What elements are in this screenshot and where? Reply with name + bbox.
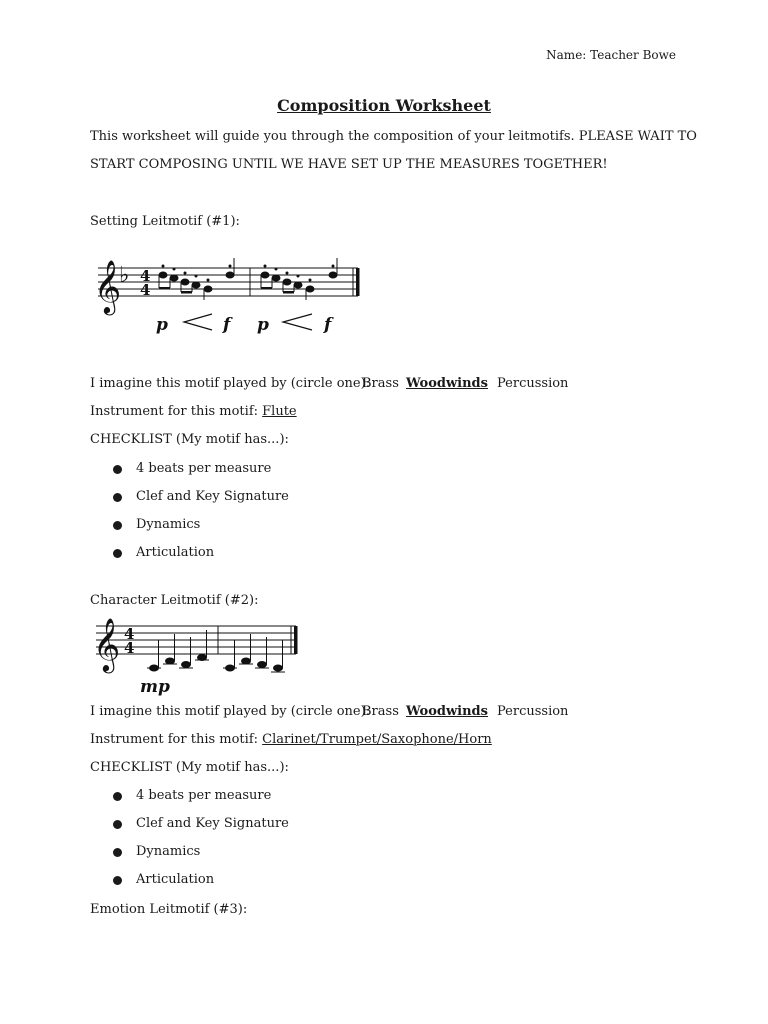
imagine-prompt-2: I imagine this motif played by (circle one): bbox=[90, 704, 371, 719]
bullet-icon bbox=[113, 820, 122, 829]
checklist-heading-2: CHECKLIST (My motif has...): bbox=[90, 760, 289, 775]
treble-clef-icon: 𝄞 bbox=[94, 259, 122, 313]
instrument-value-1: Flute bbox=[262, 404, 297, 419]
option-percussion-1[interactable]: Percussion bbox=[497, 376, 569, 391]
measure-1 bbox=[147, 630, 209, 671]
bullet-icon bbox=[113, 465, 122, 474]
instrument-value-2: Clarinet/Trumpet/Saxophone/Horn bbox=[262, 732, 492, 747]
bullet-icon bbox=[113, 792, 122, 801]
checklist-item-1-2: Clef and Key Signature bbox=[136, 489, 289, 504]
name-line: Name: Teacher Bowe bbox=[546, 48, 676, 62]
section-1-heading: Setting Leitmotif (#1): bbox=[90, 214, 240, 229]
option-brass-1[interactable]: Brass bbox=[362, 376, 399, 391]
page-title: Composition Worksheet bbox=[277, 96, 491, 115]
checklist-item-2-2: Clef and Key Signature bbox=[136, 816, 289, 831]
checklist-heading-1: CHECKLIST (My motif has...): bbox=[90, 432, 289, 447]
dynamic-p-1: p bbox=[156, 315, 168, 335]
checklist-item-2-4: Articulation bbox=[136, 872, 215, 887]
time-signature-top: 4 bbox=[140, 267, 151, 285]
time-signature-top: 4 bbox=[124, 625, 135, 643]
dynamic-f-1: f bbox=[223, 315, 231, 335]
dynamic-mp: mp bbox=[140, 677, 170, 697]
instrument-row-1 bbox=[90, 404, 297, 419]
instrument-label-1: Instrument for this motif: bbox=[90, 404, 259, 419]
checklist-item-2-3: Dynamics bbox=[136, 844, 201, 859]
bullet-icon bbox=[113, 549, 122, 558]
intro-line-2: START COMPOSING UNTIL WE HAVE SET UP THE MEASURES TOGETHER! bbox=[90, 157, 608, 172]
dynamic-p-2: p bbox=[257, 315, 269, 335]
measure-1 bbox=[159, 258, 234, 300]
checklist-item-1-4: Articulation bbox=[136, 545, 215, 560]
flat-sign-icon: ♭ bbox=[119, 263, 130, 288]
bullet-icon bbox=[113, 848, 122, 857]
checklist-item-1-1: 4 beats per measure bbox=[136, 461, 272, 476]
bullet-icon bbox=[113, 521, 122, 530]
dynamic-f-2: f bbox=[324, 315, 332, 335]
option-brass-2[interactable]: Brass bbox=[362, 704, 399, 719]
time-signature-bottom: 4 bbox=[124, 639, 135, 657]
instrument-label-2: Instrument for this motif: bbox=[90, 732, 259, 747]
measure-2 bbox=[261, 258, 337, 300]
checklist-item-2-1: 4 beats per measure bbox=[136, 788, 272, 803]
bullet-icon bbox=[113, 493, 122, 502]
intro-line-1: This worksheet will guide you through the composition of your leitmotifs. PLEASE WAIT TO bbox=[90, 129, 697, 144]
leitmotif-2-staff bbox=[90, 612, 310, 700]
time-signature-bottom: 4 bbox=[140, 281, 151, 299]
option-percussion-2[interactable]: Percussion bbox=[497, 704, 569, 719]
section-2-heading: Character Leitmotif (#2): bbox=[90, 593, 259, 608]
instrument-row-2 bbox=[90, 732, 492, 747]
option-woodwinds-2[interactable]: Woodwinds bbox=[406, 704, 488, 719]
option-woodwinds-1[interactable]: Woodwinds bbox=[406, 376, 488, 391]
leitmotif-1-staff bbox=[90, 250, 380, 342]
imagine-prompt-1: I imagine this motif played by (circle one): bbox=[90, 376, 371, 391]
checklist-item-1-3: Dynamics bbox=[136, 517, 201, 532]
treble-clef-icon: 𝄞 bbox=[93, 617, 121, 671]
bullet-icon bbox=[113, 876, 122, 885]
crescendo-hairpin-1 bbox=[184, 314, 212, 330]
section-3-heading: Emotion Leitmotif (#3): bbox=[90, 902, 248, 917]
crescendo-hairpin-2 bbox=[283, 314, 312, 330]
